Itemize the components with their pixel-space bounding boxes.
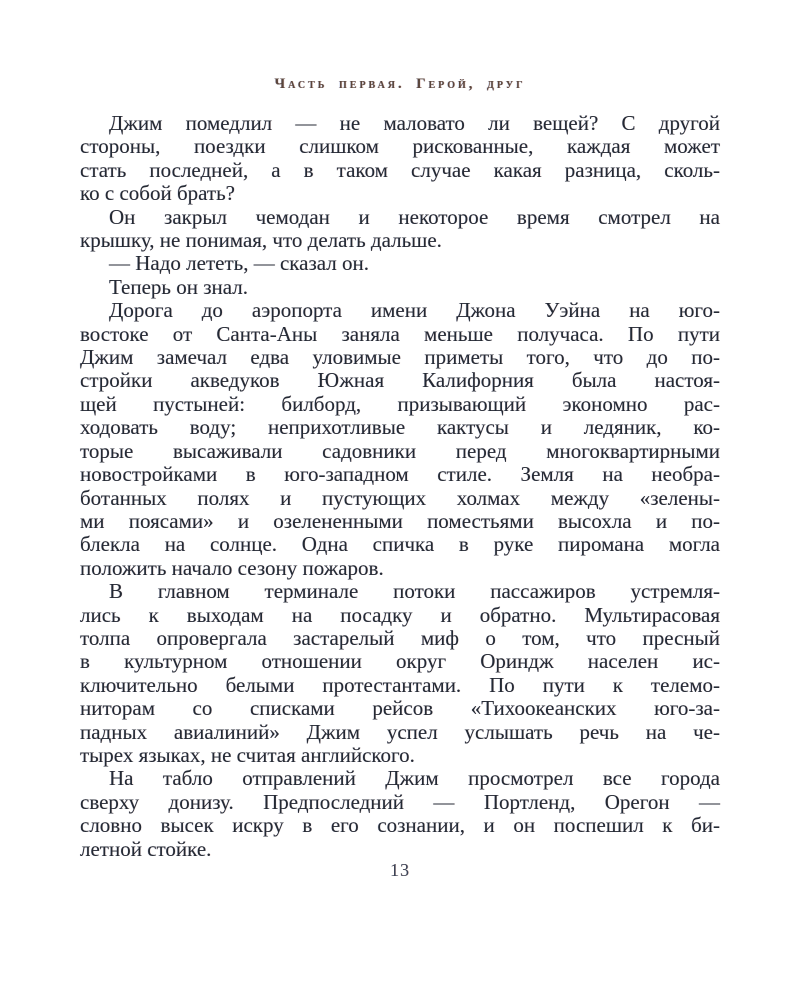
text-line: падных авиалиний» Джим успел услышать речь на че- (80, 719, 720, 744)
text-line: Он закрыл чемодан и некоторое время смотрел на (109, 204, 720, 229)
text-line: ходовать воду; неприхотливые кактусы и ледяник, ко- (80, 415, 720, 440)
text-line: ботанных полях и пустующих холмах между «зелены- (80, 485, 720, 510)
text-line: словно высек искру в его сознании, и он поспешил к би- (80, 813, 720, 838)
text-line: — Надо лететь, — сказал он. (109, 251, 370, 276)
running-head: Часть первая. Герой, друг (274, 76, 526, 92)
text-line: стройки акведуков Южная Калифорния была настоя- (80, 368, 720, 393)
text-line: лись к выходам на посадку и обратно. Мультирасовая (80, 602, 720, 627)
text-line: востоке от Санта-Аны заняла меньше получаса. По пути (80, 321, 720, 346)
text-line: стать последней, а в таком случае какая разница, сколь- (80, 157, 720, 182)
text-line: летной стойке. (80, 836, 212, 861)
text-line: торые высаживали садовники перед многоквартирными (80, 438, 720, 463)
text-line: На табло отправлений Джим просмотрел все города (109, 766, 720, 791)
text-line: Дорога до аэропорта имени Джона Уэйна на юго- (109, 298, 720, 323)
text-line: щей пустыней: билборд, призывающий экономно рас- (80, 391, 720, 416)
text-line: блекла на солнце. Одна спичка в руке пиромана могла (80, 532, 720, 557)
text-line: сверху донизу. Предпоследний — Портленд, Орегон — (80, 789, 720, 814)
text-line: новостройками в юго-западном стиле. Земля на необра- (80, 462, 720, 487)
page-number: 13 (390, 860, 410, 880)
text-line: тырех языках, не считая английского. (80, 742, 415, 767)
text-line: стороны, поездки слишком рискованные, каждая может (80, 134, 720, 159)
text-line: ми поясами» и озелененными поместьями высохла и по- (80, 508, 720, 533)
text-line: в культурном отношении округ Ориндж населен ис- (80, 649, 720, 674)
text-line: ко с собой брать? (80, 181, 235, 206)
text-line: Джим помедлил — не маловато ли вещей? С другой (109, 111, 720, 135)
text-line: ниторам со списками рейсов «Тихоокеанских юго-за- (80, 696, 720, 721)
text-line: толпа опровергала застарелый миф о том, что пресный (80, 625, 720, 650)
text-line: В главном терминале потоки пассажиров устремля- (109, 579, 720, 604)
text-line: положить начало сезону пожаров. (80, 555, 384, 580)
text-line: Теперь он знал. (109, 274, 248, 299)
body-text (80, 112, 720, 861)
text-line: Джим замечал едва уловимые приметы того, что до по- (80, 345, 720, 370)
text-line: крышку, не понимая, что делать дальше. (80, 228, 442, 253)
text-line: ключительно белыми протестантами. По пути к телемо- (80, 672, 720, 697)
